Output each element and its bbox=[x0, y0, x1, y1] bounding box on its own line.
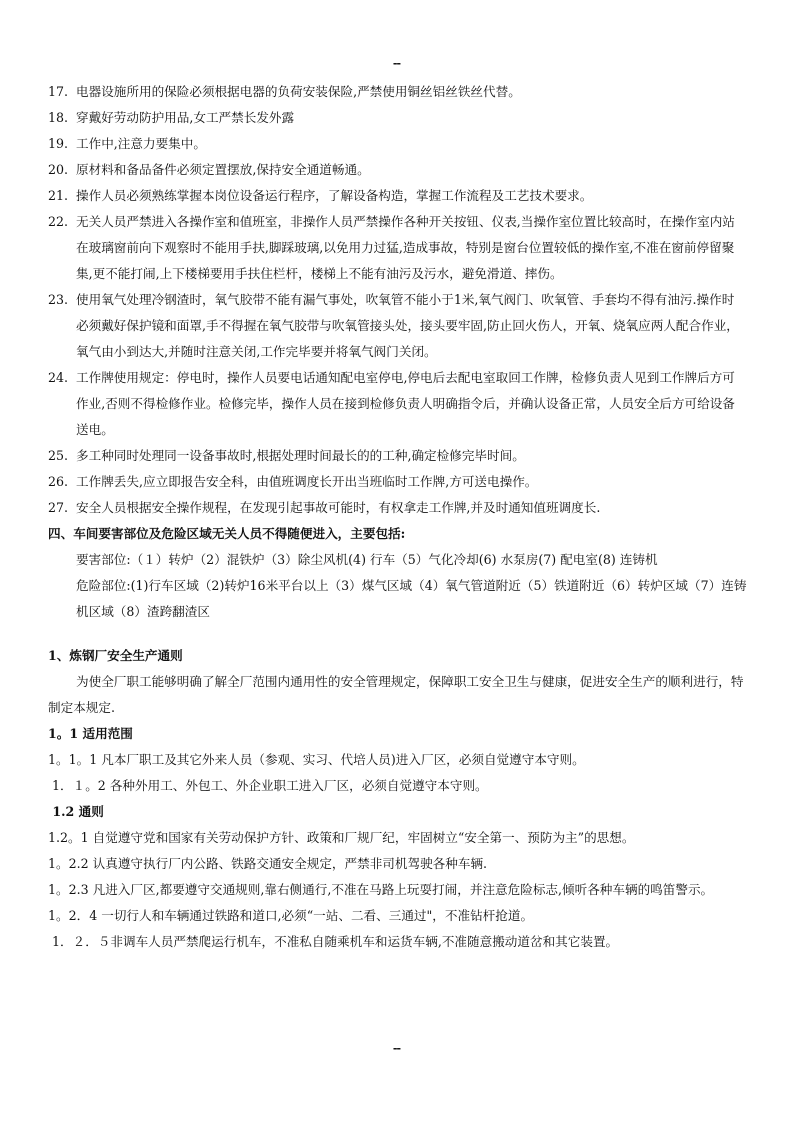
document-body bbox=[48, 79, 748, 955]
rule-text: 操作人员必须熟练掌握本岗位设备运行程序，了解设备构造，掌握工作流程及工艺技术要求。 bbox=[76, 188, 593, 203]
rule-text: 使用氧气处理冷钢渣时，氧气胶带不能有漏气事处，吹氧管不能小于1米,氧气阀门、吹氧管、手套均不得有油污.操作时必须戴好保护镜和面罩,手不得握在氧气胶带与吹氧管接头处，接头要牢固,防止回火伤人，开氧、烧氧应两人配合作业，氧气由小到达大,并随时注意关闭,工作完毕要并将氧气阀门关闭。 bbox=[76, 292, 739, 359]
rule-item bbox=[48, 79, 748, 105]
rule-text: 安全人员根据安全操作规程，在发现引起事故可能时，有权拿走工作牌,并及时通知值班调度长. bbox=[76, 500, 601, 515]
rule-item bbox=[48, 157, 748, 183]
scope-title: 1。1 适用范围 bbox=[48, 726, 133, 741]
rule-number: 17. bbox=[48, 84, 69, 99]
general-item-1: 1.2。1 自觉遵守党和国家有关劳动保护方针、政策和厂规厂纪，牢固树立“安全第一、预防为主”的思想。 bbox=[48, 830, 635, 845]
rule-number: 24. bbox=[48, 370, 69, 385]
section4-heading: 四、车间要害部位及危险区域无关人员不得随便进入，主要包括: bbox=[48, 526, 406, 541]
page-marker-bottom: -- bbox=[392, 1042, 401, 1055]
rule-text: 电器设施所用的保险必须根据电器的负荷安装保险,严禁使用铜丝铝丝铁丝代替。 bbox=[76, 84, 521, 99]
general-rules-title: 1、炼钢厂安全生产通则 bbox=[48, 648, 183, 663]
rule-item bbox=[48, 365, 748, 443]
rule-item bbox=[48, 209, 748, 287]
rule-text: 穿戴好劳动防护用品,女工严禁长发外露 bbox=[76, 110, 295, 125]
rule-item bbox=[48, 287, 748, 365]
general-item-3: 1。2.3 凡进入厂区,都要遵守交通规则,靠右侧通行,不准在马路上玩耍打闹，并注意危险标志,倾听各种车辆的鸣笛警示。 bbox=[48, 882, 714, 897]
rule-number: 23. bbox=[48, 292, 69, 307]
rule-number: 27. bbox=[48, 500, 69, 515]
general-rules-intro: 为使全厂职工能够明确了解全厂范围内通用性的安全管理规定，保障职工安全卫生与健康，促进安全生产的顺利进行，特制定本规定. bbox=[48, 674, 744, 715]
danger-parts: 危险部位:(1)行车区域（2)转炉16米平台以上（3）煤气区域（4）氧气管道附近（5）铁道附近（6）转炉区域（7）连铸机区域（8）渣跨翻渣区 bbox=[76, 578, 747, 619]
general-item-4: 1。2．4 一切行人和车辆通过铁路和道口,必须“一站、二看、三通过"，不准钻杆抢道。 bbox=[48, 908, 534, 923]
rule-number: 22. bbox=[48, 214, 69, 229]
rule-text: 工作中,注意力要集中。 bbox=[76, 136, 206, 151]
general-title: 1.2 通则 bbox=[48, 804, 104, 819]
scope-item-2: 1．１。2 各种外用工、外包工、外企业职工进入厂区，必须自觉遵守本守则。 bbox=[48, 778, 488, 793]
rule-item bbox=[48, 105, 748, 131]
page-marker-top: -- bbox=[392, 57, 401, 70]
rule-text: 工作牌丢失,应立即报告安全科，由值班调度长开出当班临时工作牌,方可送电操作。 bbox=[76, 474, 538, 489]
general-item-5: 1．２．５非调车人员严禁爬运行机车，不准私自随乘机车和运货车辆,不准随意搬动道岔和其它装置。 bbox=[48, 934, 619, 949]
rule-number: 26. bbox=[48, 474, 69, 489]
rule-item bbox=[48, 469, 748, 495]
rule-item bbox=[48, 443, 748, 469]
key-parts: 要害部位:（１）转炉（2）混铁炉（3）除尘风机(4) 行车（5）气化冷却(6) 水泵房(7) 配电室(8) 连铸机 bbox=[76, 552, 658, 567]
general-item-2: 1。2.2 认真遵守执行厂内公路、铁路交通安全规定，严禁非司机驾驶各种车辆. bbox=[48, 856, 488, 871]
rule-item bbox=[48, 131, 748, 157]
rules-list bbox=[48, 79, 748, 521]
rule-number: 21. bbox=[48, 188, 69, 203]
rule-text: 原材料和备品备件必须定置摆放,保持安全通道畅通。 bbox=[76, 162, 370, 177]
rule-number: 25. bbox=[48, 448, 69, 463]
rule-text: 工作牌使用规定：停电时，操作人员要电话通知配电室停电,停电后去配电室取回工作牌，检修负责人见到工作牌后方可作业,否则不得检修作业。检修完毕，操作人员在接到检修负责人明确指令后，并确认设备正常，人员安全后方可给设备送电。 bbox=[76, 370, 735, 437]
rule-item bbox=[48, 183, 748, 209]
rule-number: 19. bbox=[48, 136, 69, 151]
scope-item-1: 1。1。1 凡本厂职工及其它外来人员（参观、实习、代培人员)进入厂区，必须自觉遵守本守则。 bbox=[48, 752, 585, 767]
rule-item bbox=[48, 495, 748, 521]
rule-text: 多工种同时处理同一设备事故时,根据处理时间最长的的工种,确定检修完毕时间。 bbox=[76, 448, 525, 463]
rule-text: 无关人员严禁进入各操作室和值班室，非操作人员严禁操作各种开关按钮、仪表,当操作室位置比较高时，在操作室内站在玻璃窗前向下观察时不能用手扶,脚踩玻璃,以免用力过猛,造成事故，特别是窗台位置较低的操作室,不准在窗前停留聚集,更不能打闹,上下楼梯要用手扶住栏杆，楼梯上不能有油污及污水，避免滑道、摔伤。 bbox=[76, 214, 735, 281]
rule-number: 18. bbox=[48, 110, 69, 125]
rule-number: 20. bbox=[48, 162, 69, 177]
spacer bbox=[48, 625, 748, 643]
